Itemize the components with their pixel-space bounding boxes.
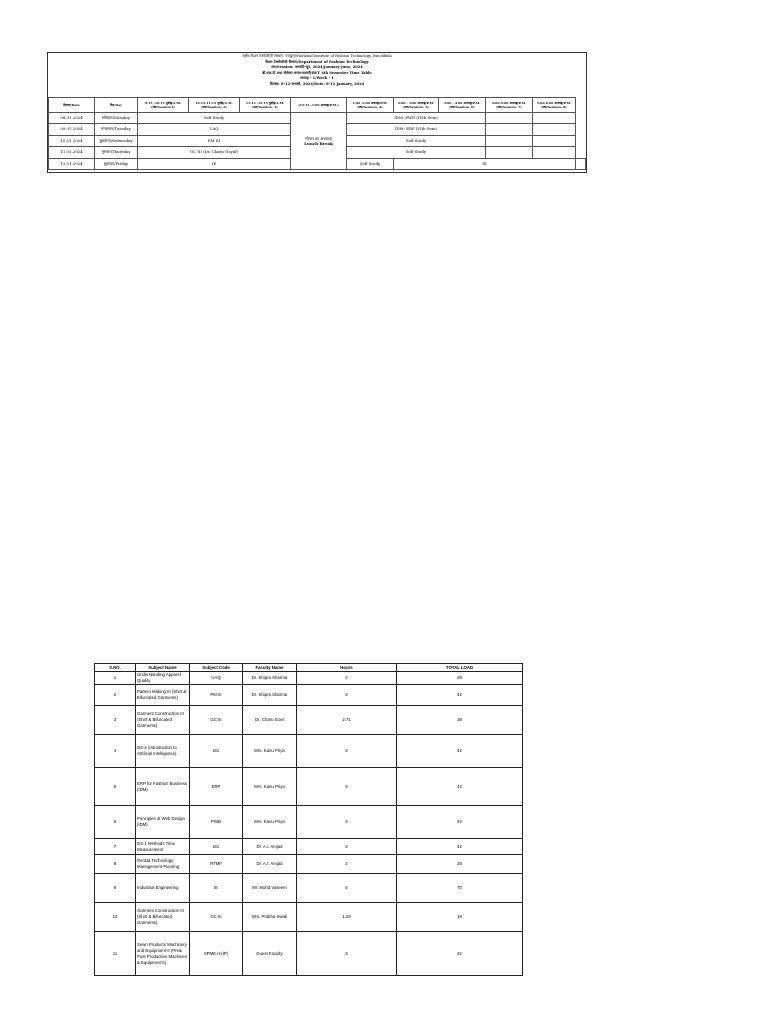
subject-code-cell: DS <box>190 839 243 855</box>
column-header: 11:15 -12:15 पूर्वाह्न/A.M. (सत्र/Session- 3) <box>240 98 291 113</box>
total-load-cell: 70 <box>397 874 523 903</box>
hours-cell: 3 <box>297 806 397 839</box>
subject-row <box>95 768 523 806</box>
subject-name-cell: Industrial Engineering <box>136 874 190 903</box>
faculty-name-cell: Mrs. Prabha Swati <box>243 903 297 932</box>
timetable <box>47 52 587 173</box>
column-header: 4:00-5:00 अपराह्न/P.M. (सत्र/Session- 7) <box>486 98 533 113</box>
day-cell: मंगलवार/Tuesday <box>95 124 138 135</box>
column-header: 2:00 - 3:00 अपराह्न/P.M. (सत्र/Session- 5) <box>394 98 439 113</box>
date-cell: 10.01.2024 <box>49 135 95 146</box>
subject-code-cell: PWD <box>190 806 243 839</box>
subject-name-cell: DS-2 (Introduction to Artificial Intelligence) <box>136 735 190 768</box>
lunch-label-english: Lunch Break <box>304 140 333 146</box>
total-load-cell: 28 <box>397 672 523 685</box>
subject-code-cell: GC III <box>190 706 243 735</box>
subject-row <box>95 874 523 903</box>
date-cell: 12.01.2024 <box>49 158 95 169</box>
column-header: दिनांक/Date <box>49 98 95 113</box>
session-8-cell <box>533 113 576 124</box>
subject-name-cell: DS-1 Methods Time Measurement <box>136 839 190 855</box>
sno-cell: 3 <box>95 706 136 735</box>
afternoon-cell: IE <box>394 158 576 169</box>
week-title: सप्ताह - 1/Week - 1 <box>300 76 334 81</box>
total-load-cell: 18 <box>397 903 523 932</box>
afternoon-cell: IDM- ERP (VIth Sem) <box>347 124 486 135</box>
faculty-name-cell: Dr. A.I. Amjad <box>243 855 297 874</box>
faculty-name-cell: Dr. Shipra Sharma <box>243 672 297 685</box>
subject-code-cell: DS <box>190 735 243 768</box>
column-header: Faculty Name <box>243 664 297 672</box>
total-load-cell: 42 <box>397 735 523 768</box>
column-header: (12:15 -1:00 अपराह्न/P.M.) <box>291 98 347 113</box>
day-cell: गुरुवार/Thursday <box>95 147 138 158</box>
sno-cell: 10 <box>95 903 136 932</box>
session-7-cell <box>486 113 533 124</box>
subject-name-cell: ERP for Fashion Business (IDM) <box>136 768 190 806</box>
subject-row <box>95 806 523 839</box>
sno-cell: 5 <box>95 768 136 806</box>
session-7-cell <box>486 147 533 158</box>
session-8-cell <box>533 124 576 135</box>
session-7-cell <box>486 124 533 135</box>
total-load-cell: 42 <box>397 806 523 839</box>
faculty-name-cell: Mrs. Kanu Priya <box>243 735 297 768</box>
subject-row <box>95 855 523 874</box>
total-load-cell: 42 <box>397 768 523 806</box>
sno-cell: 7 <box>95 839 136 855</box>
lunch-break-cell <box>291 113 347 170</box>
day-cell: शुक्रवार/Friday <box>95 158 138 169</box>
session-4-cell: Self Study <box>347 158 394 169</box>
sno-cell: 4 <box>95 735 136 768</box>
morning-cell: Self Study <box>138 113 291 124</box>
sno-cell: 1 <box>95 672 136 685</box>
timetable-row <box>49 113 586 124</box>
faculty-name-cell: Dr. A.I. Amjad <box>243 839 297 855</box>
subject-code-cell: GC III <box>190 903 243 932</box>
column-header: 3:00 - 4:00 अपराह्न/P.M. (सत्र/Session- 6) <box>439 98 486 113</box>
subject-name-cell: Rentail Technology Management-Flooring <box>136 855 190 874</box>
sno-cell: 9 <box>95 874 136 903</box>
day-cell: बुधवार/Wednesday <box>95 135 138 146</box>
column-header: 9:15 -10:15 पूर्वाह्न/A.M. (सत्र/Session-I) <box>138 98 189 113</box>
subject-name-cell: Garment Construction III (Shirt & Bifurcated Garments) <box>136 903 190 932</box>
morning-cell: UAQ <box>138 124 291 135</box>
subject-row <box>95 685 523 706</box>
faculty-name-cell: Mrs. Kanu Priya <box>243 806 297 839</box>
date-cell: 09.01.2024 <box>49 124 95 135</box>
date-cell: 11.01.2024 <box>49 147 95 158</box>
faculty-name-cell: Mrs. Kanu Priya <box>243 768 297 806</box>
timetable-header-row <box>49 98 586 113</box>
session-8-cell <box>533 135 576 146</box>
faculty-name-cell: Dr. Charu Goel <box>243 706 297 735</box>
morning-cell: IE <box>138 158 291 169</box>
lunch-label-hindi: भोजन का अवकाश <box>304 135 333 141</box>
subject-name-cell: Pattern Making III (Shirt & Bifurcated Garments) <box>136 685 190 706</box>
column-header: 1:00 -2:00 अपराह्न/P.M. (सत्र/Session- 4) <box>347 98 394 113</box>
total-load-cell: 38 <box>397 706 523 735</box>
session-8-cell <box>576 158 586 169</box>
hours-cell: 2.71 <box>297 706 397 735</box>
day-cell: सोमवार/Monday <box>95 113 138 124</box>
morning-cell: GC III (Dr. Charu Goyal) <box>138 147 291 158</box>
subject-name-cell: Principles of Web Design (IDM) <box>136 806 190 839</box>
afternoon-cell: IDM- PWD (IVth Sem) <box>347 113 486 124</box>
department-title: फैशन टेक्नोलॉजी विभाग/Department of Fashion Technology <box>265 59 369 64</box>
timetable-grid <box>48 97 586 170</box>
date-cell: 08.01.2024 <box>49 113 95 124</box>
subject-code-cell: IE <box>190 874 243 903</box>
session-title: सत्र/Session: जनवरी-जून, 2024/January-June, 2024 <box>271 65 363 70</box>
hours-cell: 2 <box>297 855 397 874</box>
subject-code-cell: SPME-II-(IP) <box>190 932 243 976</box>
hours-cell: 3 <box>297 685 397 706</box>
hours-cell: 3 <box>297 768 397 806</box>
session-7-cell <box>486 135 533 146</box>
subject-load-table <box>94 663 523 976</box>
date-title: दिनांक: 8-12 जनवरी, 2024/Date: 8-12 January, 2024 <box>269 81 365 86</box>
column-header: Hours <box>297 664 397 672</box>
column-header: 10:15-11:15 पूर्वाह्न/A.M. (सत्र/Session- 2) <box>189 98 240 113</box>
column-header: TOTAL LOAD <box>397 664 523 672</box>
subject-code-cell: RTMF <box>190 855 243 874</box>
column-header: S.NO. <box>95 664 136 672</box>
hours-cell: 3 <box>297 932 397 976</box>
hours-cell: 3 <box>297 839 397 855</box>
subject-name-cell: Sewn Products Machinery and Equipment-II (Pre& Post Production Machines & Equipment's) <box>136 932 190 976</box>
total-load-cell: 42 <box>397 685 523 706</box>
subject-code-cell: PM III <box>190 685 243 706</box>
institute-title: राष्ट्रीय फैशन टेक्नोलॉजी संस्थान, पंचकूला/National Institute of Fashion Technology, Panchkula <box>242 54 392 58</box>
subject-row <box>95 903 523 932</box>
subject-name-cell: Garment Construction III (Shirt & Bifurcated Garments) <box>136 706 190 735</box>
faculty-name-cell: Guest Faculty <box>243 932 297 976</box>
hours-cell: 2 <box>297 672 397 685</box>
afternoon-cell: Self Study <box>347 135 486 146</box>
semester-title: बी.एफ.टी 4था सेमेस्टर समय-सारणी/BFT 4th Semester Time Table <box>262 70 372 75</box>
faculty-name-cell: Dr. Shipra Sharma <box>243 685 297 706</box>
column-header: Subject Name <box>136 664 190 672</box>
column-header: Subject Code <box>190 664 243 672</box>
subject-header-row <box>95 664 523 672</box>
hours-cell: 3 <box>297 735 397 768</box>
subject-row <box>95 735 523 768</box>
total-load-cell: 42 <box>397 839 523 855</box>
total-load-cell: 28 <box>397 855 523 874</box>
hours-cell: 5 <box>297 874 397 903</box>
subject-name-cell: Understanding Apparel Quality <box>136 672 190 685</box>
sno-cell: 11 <box>95 932 136 976</box>
faculty-name-cell: Mr. Mohd Vaseem <box>243 874 297 903</box>
afternoon-cell: Self Study <box>347 147 486 158</box>
session-8-cell <box>533 147 576 158</box>
column-header: दिन/Day <box>95 98 138 113</box>
hours-cell: 1.29 <box>297 903 397 932</box>
subject-row <box>95 932 523 976</box>
subject-code-cell: UAQ <box>190 672 243 685</box>
sno-cell: 6 <box>95 806 136 839</box>
sno-cell: 2 <box>95 685 136 706</box>
subject-row <box>95 839 523 855</box>
timetable-header <box>48 53 586 98</box>
subject-row <box>95 706 523 735</box>
total-load-cell: 42 <box>397 932 523 976</box>
subject-row <box>95 672 523 685</box>
morning-cell: PM III <box>138 135 291 146</box>
column-header: 5:00-6:00 अपराह्न/P.M. (सत्र/Session- 8) <box>533 98 576 113</box>
subject-code-cell: ERP <box>190 768 243 806</box>
sno-cell: 8 <box>95 855 136 874</box>
